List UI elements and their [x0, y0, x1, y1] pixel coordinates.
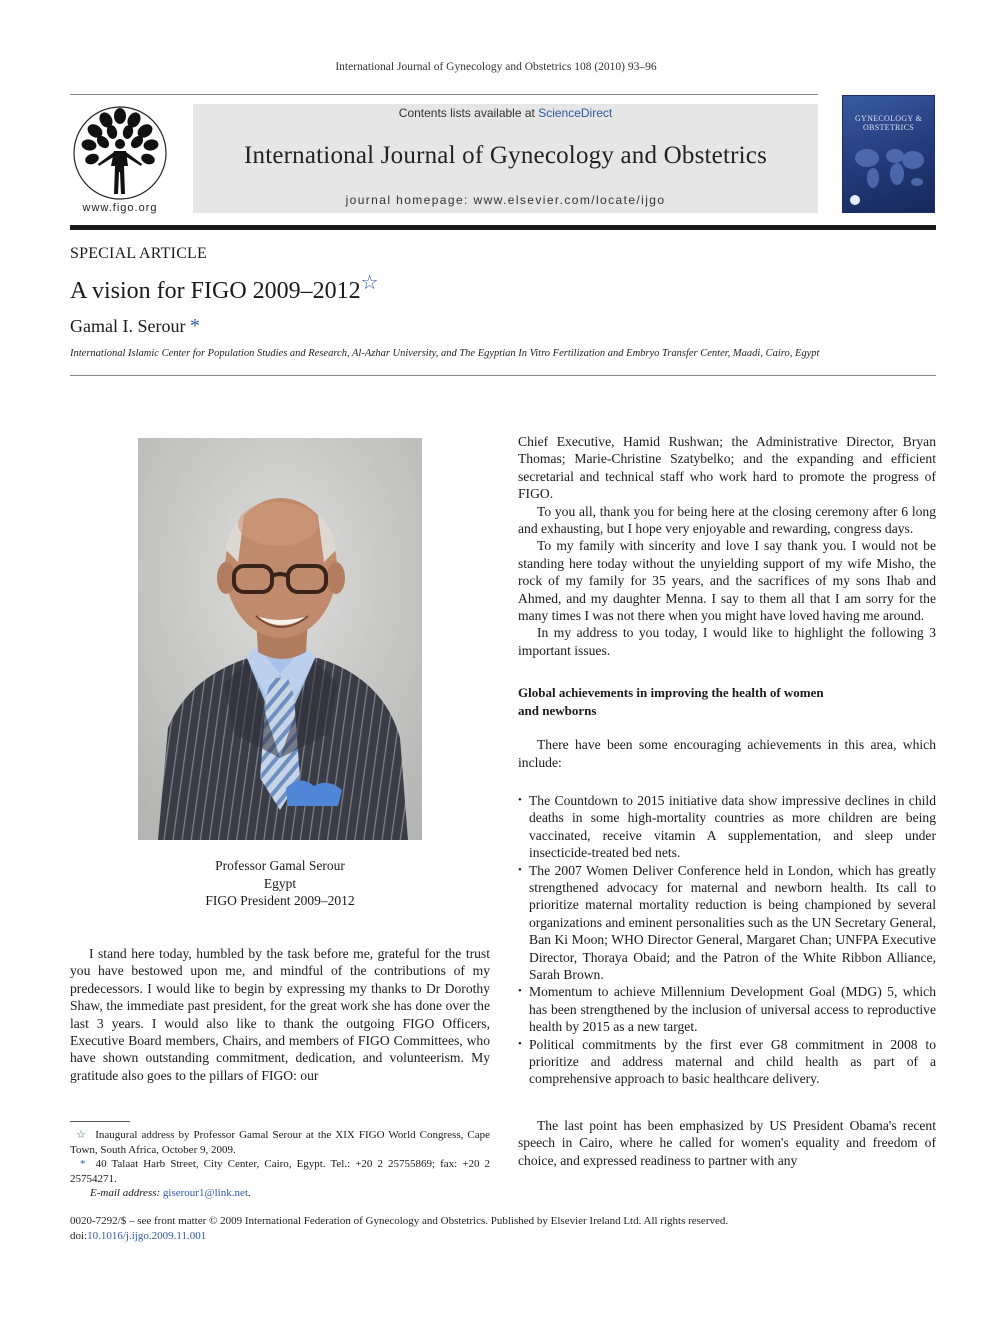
footnote-email: E-mail address: giserour1@link.net. [90, 1187, 251, 1199]
running-head: International Journal of Gynecology and Obstetrics 108 (2010) 93–96 [335, 61, 657, 73]
email-link[interactable]: giserour1@link.net [162, 1187, 248, 1199]
paragraph: In my address to you today, I would like to highlight the following 3 important issues. [518, 625, 936, 658]
footnote-text: Inaugural address by Professor Gamal Serour at the XIX FIGO World Congress, Cape Town, South Africa, October 9, 2009. [70, 1129, 490, 1156]
header-rule [70, 94, 818, 95]
list-item: • The Countdown to 2015 initiative data show impressive declines in child deaths in some high-mortality countries as more children are being vaccinated, receive vitamin A supplementation, and sleep under insecticide-treated bed nets. [518, 792, 936, 861]
author-name: Gamal I. Serour [70, 316, 186, 336]
caption-role: FIGO President 2009–2012 [205, 893, 355, 908]
contents-line [193, 106, 818, 120]
copyright-line: 0020-7292/$ – see front matter © 2009 International Federation of Gynecology and Obstetrics. Published by Elsevier Ireland Ltd. All rights reserved. [70, 1215, 729, 1227]
doi-link[interactable]: 10.1016/j.ijgo.2009.11.001 [87, 1229, 207, 1242]
footnotes [70, 1128, 490, 1201]
journal-masthead [193, 104, 818, 213]
section-heading-line: and newborns [518, 702, 597, 718]
caption-name: Professor Gamal Serour [215, 858, 345, 873]
journal-cover [842, 95, 935, 213]
list-item-text: Momentum to achieve Millennium Development Goal (MDG) 5, which has been strengthened by the inclusion of universal access to reproductive health by 2015 as a new target. [529, 984, 936, 1035]
email-label: E-mail address: [90, 1187, 161, 1199]
list-item: • Political commitments by the first ever G8 commitment in 2008 to prioritize and address maternal and child health as part of a comprehensive approach to basic healthcare delivery. [518, 1036, 936, 1087]
footnote-mark: * [80, 1158, 86, 1170]
paragraph: To you all, thank you for being here at the closing ceremony after 6 long and exhausting, but I hope very enjoyable and rewarding, congress days. [518, 503, 936, 537]
section-heading-line: Global achievements in improving the health of women [518, 685, 824, 701]
paragraph: There have been some encouraging achievements in this area, which include: [518, 737, 936, 770]
left-column-text [70, 945, 490, 1084]
footnote-mark: ☆ [76, 1129, 88, 1141]
contents-prefix: Contents lists available at [398, 106, 539, 120]
photo-caption [138, 857, 422, 910]
footnote-rule [70, 1121, 130, 1122]
portrait-photo [138, 438, 422, 840]
sciencedirect-link[interactable]: ScienceDirect [538, 106, 613, 120]
section-label: SPECIAL ARTICLE [70, 245, 208, 262]
portrait-illustration [138, 438, 422, 840]
front-matter [70, 1214, 728, 1243]
paragraph: Chief Executive, Hamid Rushwan; the Administrative Director, Bryan Thomas; Marie-Christine Szatybelko; and the expanding and efficient secretarial and technical staff who work hard to promote the progress of FIGO. [518, 434, 936, 502]
section-heading [518, 684, 936, 719]
world-map-icon [851, 142, 927, 192]
journal-homepage[interactable]: journal homepage: www.elsevier.com/locate/ijgo [345, 193, 666, 207]
author-footnote-mark[interactable]: * [189, 315, 200, 337]
affiliation: International Islamic Center for Population Studies and Research, Al-Azhar University, and The Egyptian In Vitro Fertilization and Embryo Transfer Center, Maadi, Cairo, Egypt [70, 348, 820, 359]
seal-icon [849, 194, 861, 206]
achievements-list [518, 792, 936, 1088]
caption-country: Egypt [263, 875, 297, 891]
list-item: • The 2007 Women Deliver Conference held in London, which has greatly strengthened advocacy for maternal and newborn health. Its call to prioritize maternal mortality reduction is being championed by several organizations and eminent personalities such as the UN Secretary General, Ban Ki Moon; WHO Director General, Margaret Chan; UNFPA Executive Director, Thoraya Obaid; and the Patron of the White Ribbon Alliance, Sarah Brown. [518, 862, 936, 982]
list-item-text: The 2007 Women Deliver Conference held in London, which has greatly strengthened advocacy for maternal and newborn health. Its call to prioritize maternal mortality reduction is being championed by several organizations and eminent personalities such as the UN Secretary General, Ban Ki Moon; WHO Director General, Margaret Chan; UNFPA Executive Director, Thoraya Obaid; and the Patron of the White Ribbon Alliance, Sarah Brown. [529, 862, 936, 982]
list-item-text: The Countdown to 2015 initiative data show impressive declines in child deaths in some high-mortality countries as more children are being vaccinated, receive vitamin A supplementation, and sleep under insecticide-treated bed nets. [529, 792, 936, 861]
right-column-text [518, 433, 936, 1169]
masthead-rule [70, 225, 936, 230]
cover-title: GYNECOLOGY & OBSTETRICS [854, 114, 923, 132]
title-rule [70, 375, 936, 376]
paragraph: To my family with sincerity and love I say thank you. I would not be standing here today without the unyielding support of my wife Misho, the rock of my family for 35 years, and the sacrifices of my sons Ihab and Ahmed, and my daughter Menna. I say to them all that I am sorry for the many times I was not there when you might have loved having me around. [518, 538, 936, 624]
tree-figure-icon [68, 104, 172, 202]
footnote [70, 1157, 490, 1186]
figo-logo [68, 104, 172, 216]
article-title-text: A vision for FIGO 2009–2012 [70, 278, 361, 304]
logo-url[interactable]: www.figo.org [82, 202, 158, 214]
title-footnote-mark[interactable]: ☆ [360, 272, 379, 294]
list-item: • Momentum to achieve Millennium Development Goal (MDG) 5, which has been strengthened by the inclusion of universal access to reproductive health by 2015 as a new target. [518, 984, 936, 1035]
footnote [70, 1128, 490, 1157]
list-item-text: Political commitments by the first ever G8 commitment in 2008 to prioritize and address maternal and child health as part of a comprehensive approach to basic healthcare delivery. [529, 1036, 936, 1087]
paragraph: The last point has been emphasized by US President Obama's recent speech in Cairo, where he called for women's equality and freedom of choice, and expressed readiness to partner with any [518, 1117, 936, 1168]
author [70, 315, 200, 338]
article-title [70, 270, 379, 305]
paragraph: I stand here today, humbled by the task before me, grateful for the trust you have bestowed upon me, and mindful of the contributions of my predecessors. I would like to begin by expressing my thanks to Dr Dorothy Shaw, the immediate past president, for the great work she has done over the last 3 years. I would also like to thank the outgoing FIGO Officers, Executive Board members, Chairs, and members of FIGO Committees, who have shown outstanding commitment, dedication, and volunteerism. My gratitude also goes to the pillars of FIGO: our [70, 946, 490, 1083]
journal-title: International Journal of Gynecology and Obstetrics [243, 142, 768, 169]
footnote-text: 40 Talaat Harb Street, City Center, Cairo, Egypt. Tel.: +20 2 25755869; fax: +20 2 25754271. [70, 1158, 491, 1185]
doi-line: doi:10.1016/j.ijgo.2009.11.001 [70, 1229, 207, 1242]
